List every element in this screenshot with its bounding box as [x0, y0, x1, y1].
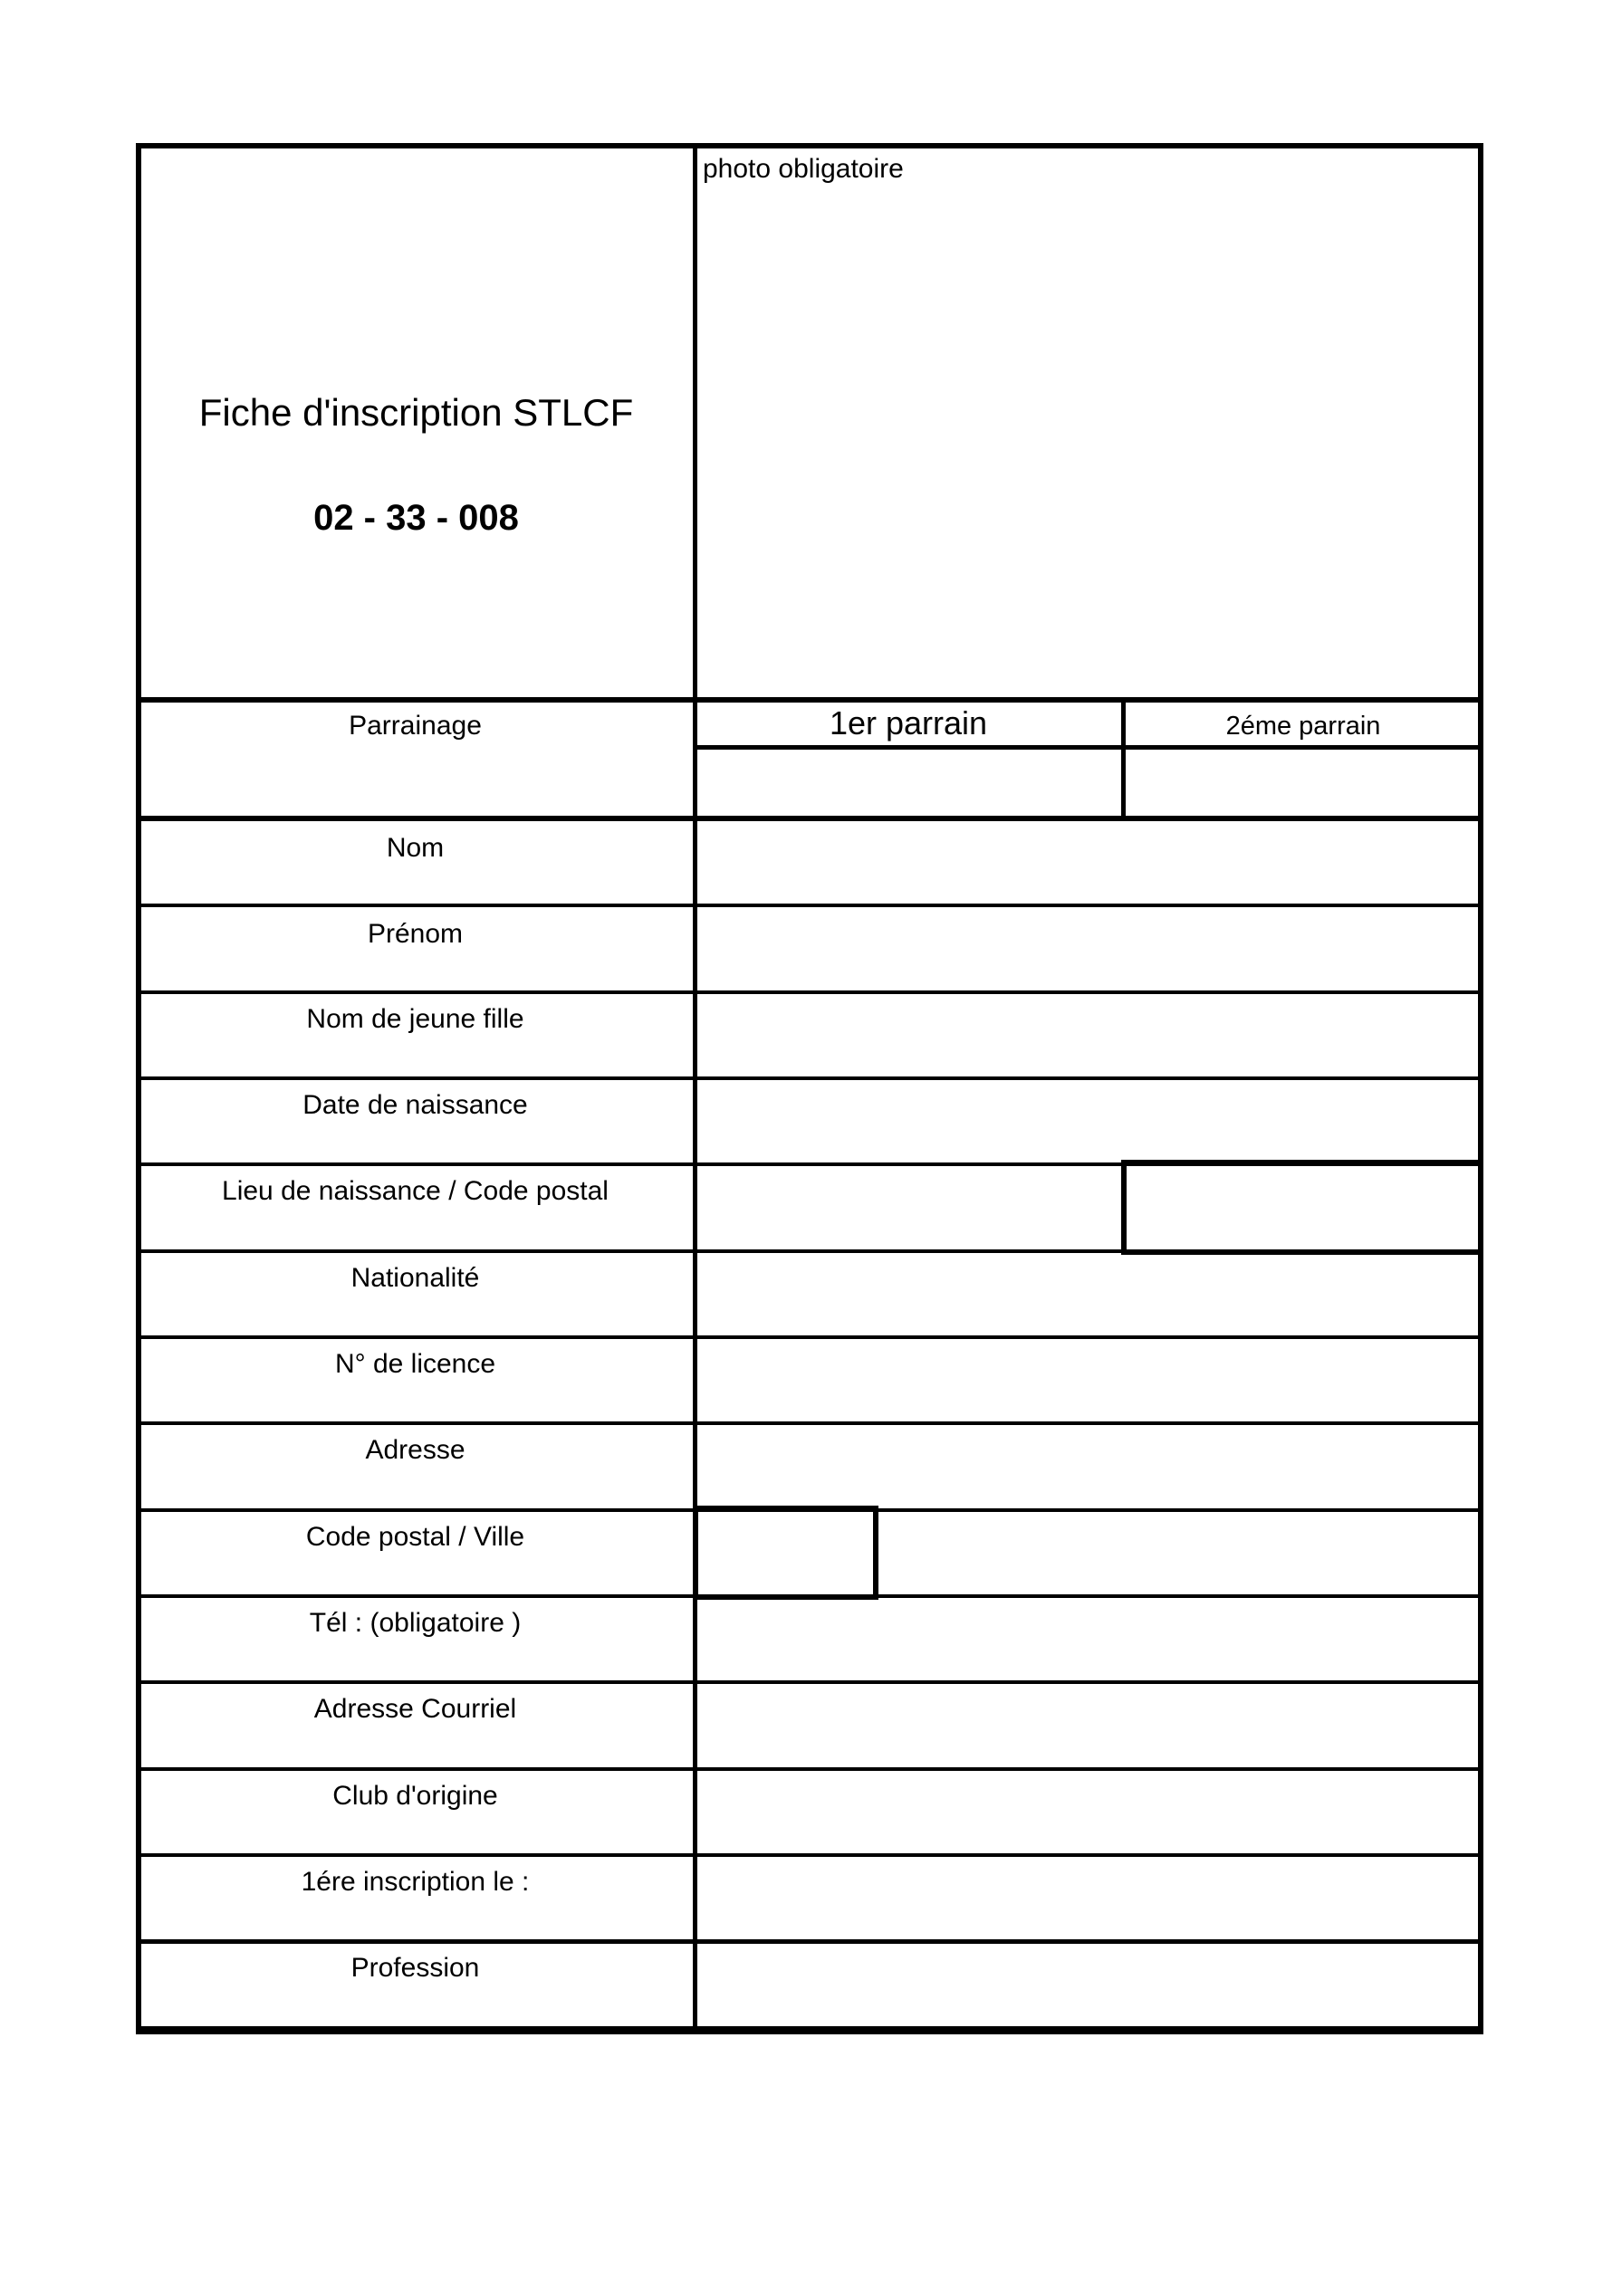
label-code-postal-ville: Code postal / Ville: [305, 1522, 525, 1552]
field-date-naissance[interactable]: [699, 1080, 1476, 1161]
label-adresse: Adresse: [365, 1435, 465, 1465]
field-nom-jeune-fille[interactable]: [699, 994, 1476, 1075]
field-numero-licence[interactable]: [699, 1339, 1476, 1420]
label-lieu-naissance-code-postal: Lieu de naissance / Code postal: [222, 1176, 609, 1206]
header-deuxieme-parrain: 2éme parrain: [1225, 712, 1381, 741]
label-prenom: Prénom: [367, 919, 464, 949]
section-line-above-parrainage: [136, 697, 1483, 703]
label-nom: Nom: [386, 833, 445, 863]
field-adresse[interactable]: [699, 1425, 1476, 1507]
field-nom[interactable]: [699, 821, 1476, 902]
form-title: Fiche d'inscription STLCF: [198, 391, 634, 434]
field-profession[interactable]: [699, 1944, 1476, 2024]
field-parrain-1[interactable]: [699, 751, 1119, 814]
header-premier-parrain: 1er parrain: [829, 704, 988, 741]
label-profession: Profession: [350, 1953, 480, 1983]
label-telephone: Tél : (obligatoire ): [309, 1608, 522, 1638]
field-lieu-naissance-code-postal[interactable]: [1130, 1168, 1474, 1246]
label-date-naissance: Date de naissance: [302, 1090, 528, 1120]
field-adresse-courriel[interactable]: [699, 1684, 1476, 1765]
field-premiere-inscription[interactable]: [699, 1857, 1476, 1937]
field-ville[interactable]: [886, 1512, 1476, 1593]
field-lieu-naissance[interactable]: [699, 1166, 1116, 1248]
field-parrain-2[interactable]: [1127, 751, 1476, 814]
label-numero-licence: N° de licence: [334, 1349, 496, 1379]
field-club-origine[interactable]: [699, 1771, 1476, 1851]
field-nationalite[interactable]: [699, 1253, 1476, 1334]
label-nationalite: Nationalité: [350, 1263, 480, 1293]
photo-required-note: photo obligatoire: [703, 154, 904, 184]
field-prenom[interactable]: [699, 907, 1476, 989]
label-premiere-inscription: 1ére inscription le :: [301, 1867, 530, 1897]
field-telephone[interactable]: [699, 1598, 1476, 1679]
label-parrainage: Parrainage: [349, 711, 482, 741]
field-code-postal[interactable]: [701, 1514, 871, 1592]
label-nom-jeune-fille: Nom de jeune fille: [306, 1004, 524, 1034]
label-club-origine: Club d'origine: [332, 1781, 498, 1811]
parrain-header-underline: [693, 745, 1483, 750]
photo-area[interactable]: [699, 150, 1476, 695]
form-code: 02 - 33 - 008: [313, 498, 519, 538]
label-adresse-courriel: Adresse Courriel: [313, 1694, 517, 1724]
